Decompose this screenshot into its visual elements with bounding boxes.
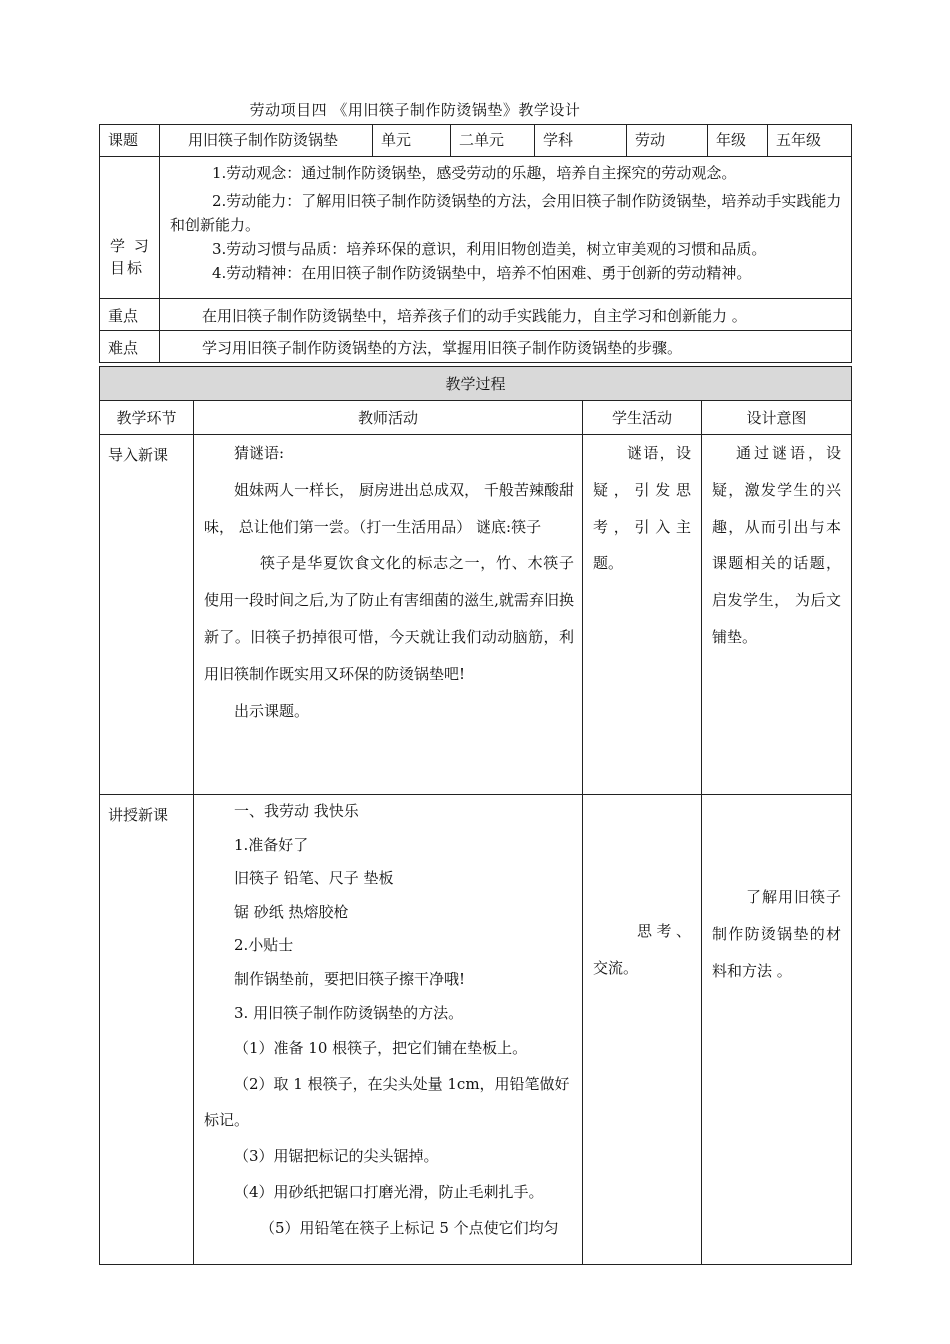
lecture-student-activity <box>583 795 702 1265</box>
grade-label: 年级 <box>708 125 768 157</box>
intro-teacher-activity <box>194 435 583 795</box>
intro-design-intent <box>702 435 852 795</box>
intro-intent-text: 通过谜语，设疑，激发学生的兴趣，从而引出与本课题相关的话题，启发学生， 为后文铺垫。 <box>712 444 842 646</box>
goal-item: 3.劳动习惯与品质：培养环保的意识，利用旧物创造美，树立审美观的习惯和品质。 <box>212 240 767 258</box>
goals-content <box>160 157 852 299</box>
subject-label: 学科 <box>535 125 627 157</box>
lecture-line: （2）取 1 根筷子，在尖头处量 1cm，用铅笔做好标记。 <box>204 1075 570 1130</box>
header-stage: 教学环节 <box>100 401 194 435</box>
intro-chopsticks-text: 筷子是华夏饮食文化的标志之一，竹、木筷子使用一段时间之后,为了防止有害细菌的滋生,就需弃旧换新了。旧筷子扔掉很可惜，今天就让我们动动脑筋，利用旧筷制作既实用又环保的防烫锅垫吧! <box>204 554 574 683</box>
lecture-line: （1）准备 10 根筷子，把它们铺在垫板上。 <box>234 1039 528 1058</box>
intro-student-activity <box>583 435 702 795</box>
lecture-line: 2.小贴士 <box>234 936 294 955</box>
goal-item: 4.劳动精神：在用旧筷子制作防烫锅垫中，培养不怕困难、勇于创新的劳动精神。 <box>212 264 752 282</box>
grade-value: 五年级 <box>768 125 852 157</box>
course-label: 课题 <box>100 125 160 157</box>
intro-student-text: 谜语，设疑，引发思考，引入主题。 <box>593 444 691 573</box>
lecture-intent-text: 了解用旧筷子制作防烫锅垫的材料和方法 。 <box>712 888 842 980</box>
key-point-text: 在用旧筷子制作防烫锅垫中，培养孩子们的动手实践能力，自主学习和创新能力 。 <box>160 299 852 331</box>
key-point-label: 重点 <box>100 299 160 331</box>
lecture-line: （3）用锯把标记的尖头锯掉。 <box>234 1147 439 1166</box>
lecture-line: （4）用砂纸把锯口打磨光滑，防止毛刺扎手。 <box>234 1183 544 1202</box>
unit-label: 单元 <box>373 125 451 157</box>
process-title: 教学过程 <box>100 367 852 401</box>
lecture-line: （5）用铅笔在筷子上标记 5 个点使它们均匀 <box>260 1219 559 1238</box>
lecture-line: 3. 用旧筷子制作防烫锅垫的方法。 <box>234 1003 464 1022</box>
goals-label <box>100 157 160 299</box>
difficulty-label: 难点 <box>100 331 160 363</box>
lecture-line: 旧筷子 铅笔、尺子 垫板 <box>234 869 394 888</box>
subject-value: 劳动 <box>627 125 708 157</box>
header-teacher: 教师活动 <box>194 401 583 435</box>
lecture-teacher-activity <box>194 795 583 1265</box>
goals-label-line1: 学 习 <box>110 237 151 255</box>
intro-riddle-label: 猜谜语: <box>234 444 285 462</box>
lecture-line: 制作锅垫前，要把旧筷子擦干净哦! <box>234 969 466 988</box>
lecture-design-intent <box>702 795 852 1265</box>
course-info-table <box>99 124 852 363</box>
header-student: 学生活动 <box>583 401 702 435</box>
lecture-line: 锯 砂纸 热熔胶枪 <box>234 902 349 921</box>
lecture-stage: 讲授新课 <box>100 795 194 1265</box>
goal-item: 2.劳动能力：了解用旧筷子制作防烫锅垫的方法，会用旧筷子制作防烫锅垫，培养动手实践能力和创新能力。 <box>170 192 842 234</box>
lecture-student-text: 思考、交流。 <box>593 922 691 977</box>
intro-stage: 导入新课 <box>100 435 194 795</box>
lecture-line: 1.准备好了 <box>234 835 309 854</box>
header-intent: 设计意图 <box>702 401 852 435</box>
unit-value: 二单元 <box>451 125 535 157</box>
intro-show-topic: 出示课题。 <box>234 701 310 720</box>
teaching-process-table <box>99 366 852 1265</box>
difficulty-text: 学习用旧筷子制作防烫锅垫的方法，掌握用旧筷子制作防烫锅垫的步骤。 <box>160 331 852 363</box>
goal-item: 1.劳动观念：通过制作防烫锅垫，感受劳动的乐趣，培养自主探究的劳动观念。 <box>212 164 737 182</box>
lecture-line: 一、我劳动 我快乐 <box>234 802 359 820</box>
intro-riddle-text: 姐妹两人一样长， 厨房进出总成双， 千般苦辣酸甜味， 总让他们第一尝。（打一生活用品） 谜底:筷子 <box>204 480 574 536</box>
course-value: 用旧筷子制作防烫锅垫 <box>160 125 373 157</box>
document-title: 劳动项目四 《用旧筷子制作防烫锅垫》教学设计 <box>249 101 581 119</box>
goals-label-line2: 目标 <box>110 259 145 277</box>
